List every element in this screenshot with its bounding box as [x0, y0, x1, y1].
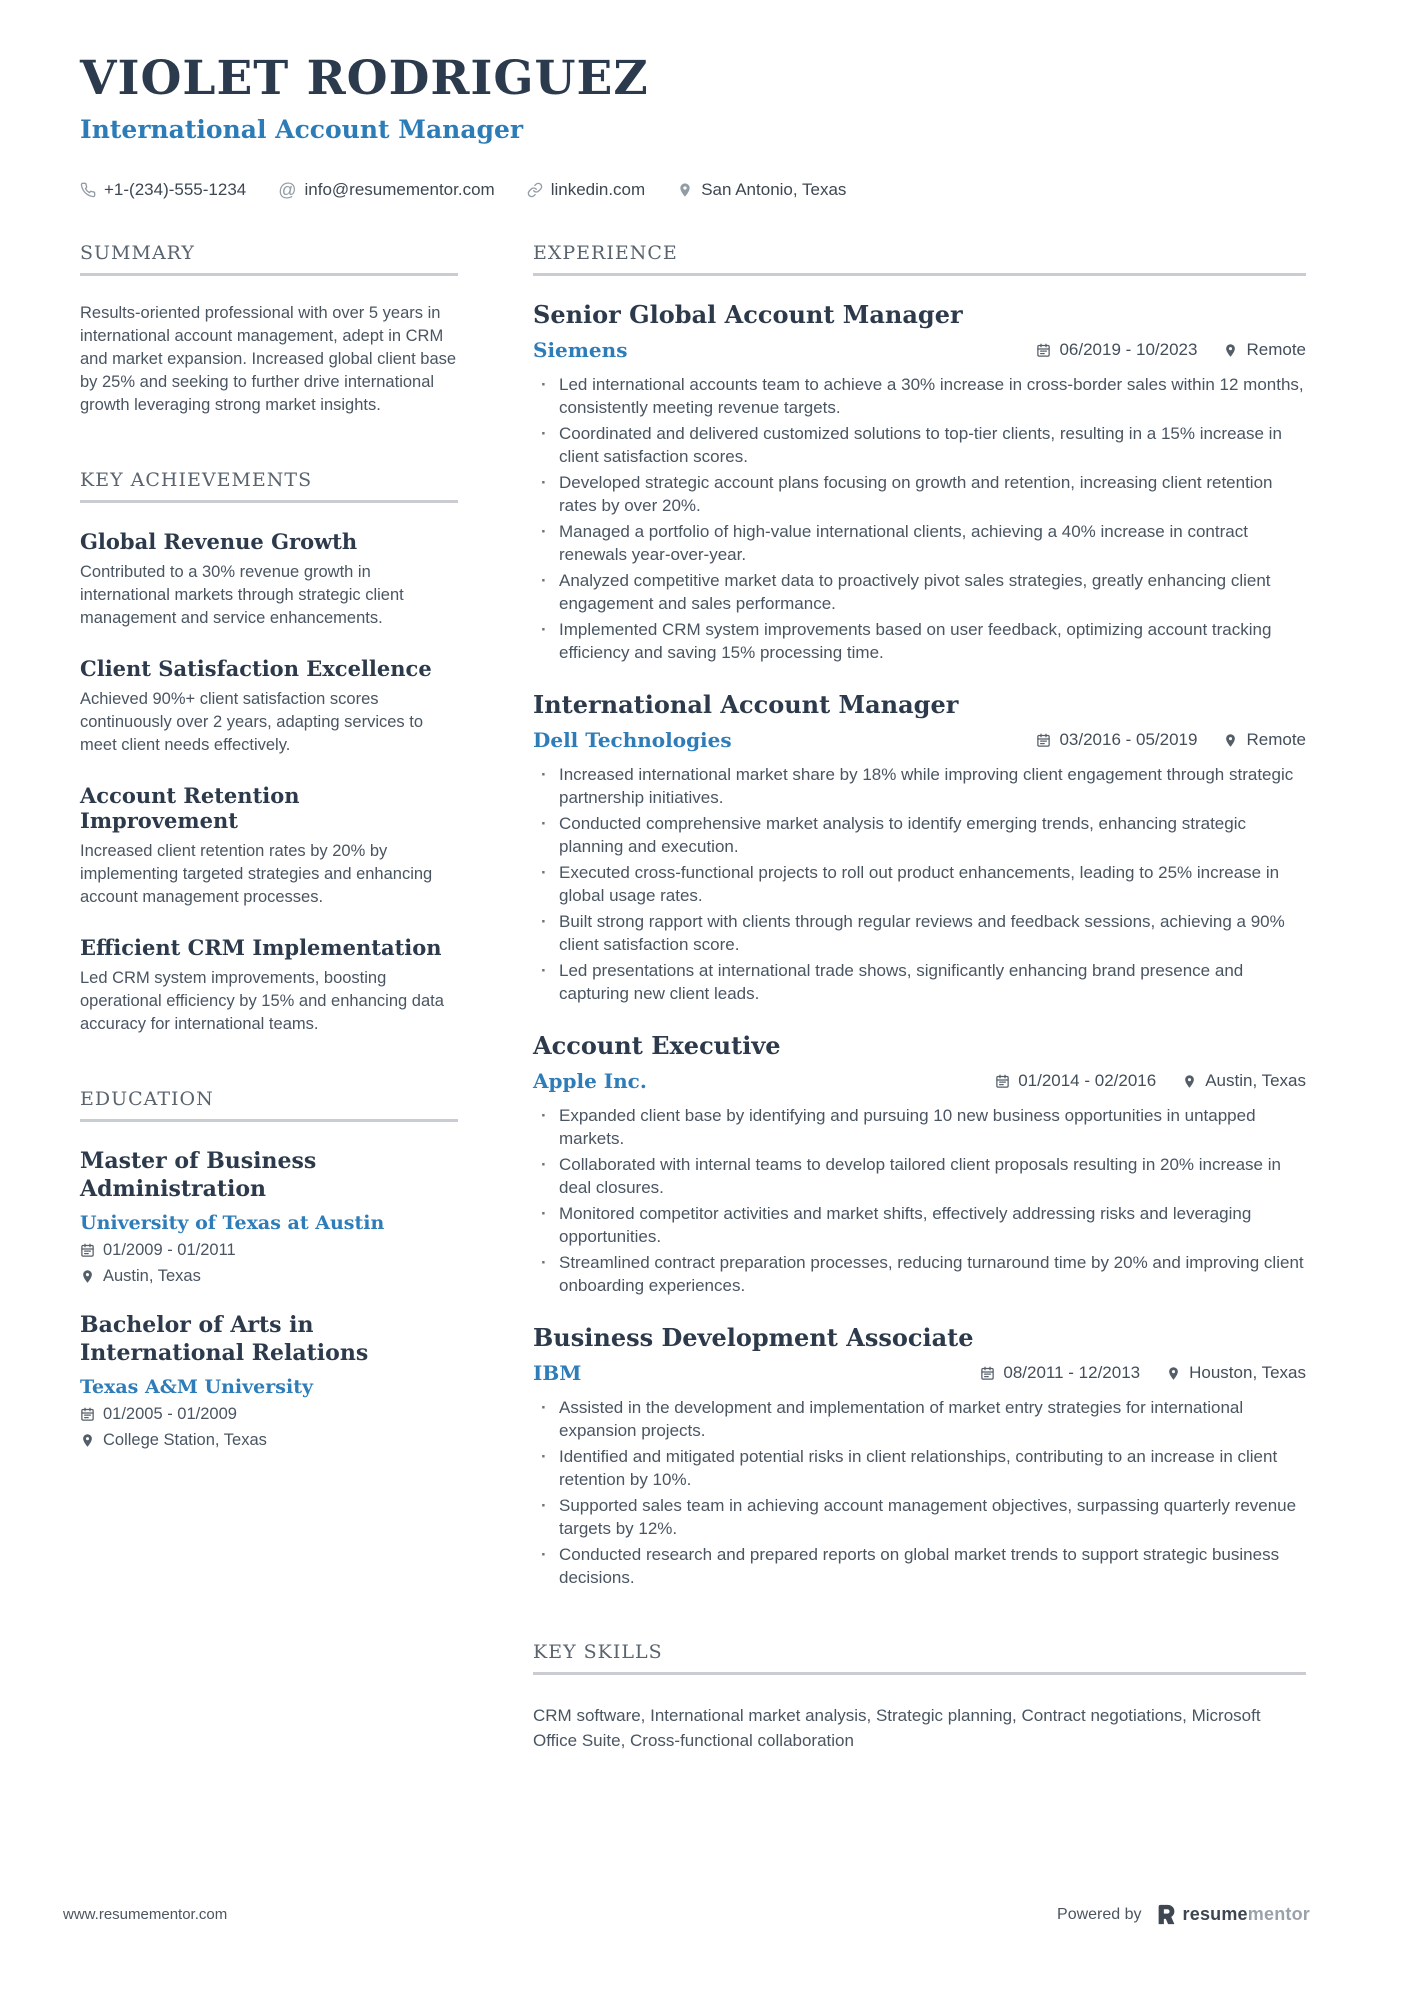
job-bullet: · Expanded client base by identifying and pursuing 10 new business opportunities in untapped markets.	[533, 1104, 1306, 1150]
education-location-text: College Station, Texas	[103, 1431, 267, 1450]
job-company[interactable]: Siemens	[533, 338, 628, 363]
summary-text: Results-oriented professional with over 5 years in international account management, adept in CRM and market expansion. Increased global client base by 25% and seeking to further drive international growth leveraging strong market insights.	[80, 304, 457, 415]
job-company-row	[533, 728, 1306, 752]
contact-phone[interactable]	[80, 180, 246, 200]
contact-row	[80, 180, 1306, 200]
page-footer	[63, 1904, 1310, 1925]
achievement-text: Achieved 90%+ client satisfaction scores continuously over 2 years, adapting services to meet client needs effectively.	[80, 690, 424, 755]
education-school[interactable]: Texas A&M University	[80, 1376, 314, 1399]
job-bullet: · Supported sales team in achieving account management objectives, surpassing quarterly revenue targets by 12%.	[533, 1494, 1306, 1540]
location-pin-icon	[1166, 1366, 1181, 1381]
calendar-icon	[1036, 343, 1051, 358]
job-location-text: Houston, Texas	[1189, 1363, 1306, 1383]
job-bullet: · Built strong rapport with clients through regular reviews and feedback sessions, achieving a 90% client satisfaction score.	[533, 910, 1306, 956]
calendar-icon	[980, 1366, 995, 1381]
job-dates-text: 01/2014 - 02/2016	[1018, 1071, 1157, 1091]
job-bullets	[533, 1104, 1306, 1297]
experience-job	[533, 300, 1306, 664]
logo-text	[1183, 1904, 1310, 1925]
job-dates	[980, 1363, 1140, 1383]
job-bullet: · Managed a portfolio of high-value international clients, achieving a 40% increase in contract renewals year-over-year.	[533, 520, 1306, 566]
key-skills-text: CRM software, International market analysis, Strategic planning, Contract negotiations, Microsoft Office Suite, Cross-functional collaboration	[533, 1706, 1261, 1751]
key-skills-heading: KEY SKILLS	[533, 1641, 1306, 1675]
job-company-row	[533, 1361, 1306, 1385]
education-school[interactable]: University of Texas at Austin	[80, 1212, 385, 1235]
summary-section	[80, 242, 458, 417]
job-bullet: · Executed cross-functional projects to roll out product enhancements, leading to 25% increase in global usage rates.	[533, 861, 1306, 907]
right-column	[533, 242, 1306, 1753]
achievement-item	[80, 529, 458, 630]
resumementor-logo-icon	[1156, 1904, 1177, 1925]
experience-job	[533, 1323, 1306, 1589]
job-company-row	[533, 1069, 1306, 1093]
contact-phone-text: +1-(234)-555-1234	[104, 180, 247, 200]
achievement-title: Efficient CRM Implementation	[80, 935, 442, 961]
experience-job	[533, 690, 1306, 1005]
job-meta	[1036, 730, 1306, 750]
location-pin-icon	[1223, 733, 1238, 748]
job-bullet: · Identified and mitigated potential risks in client relationships, contributing to an increase in client retention by 10%.	[533, 1445, 1306, 1491]
resume-body	[0, 242, 1410, 1753]
education-dates	[80, 1241, 458, 1260]
job-company[interactable]: Apple Inc.	[533, 1069, 647, 1094]
education-item	[80, 1148, 458, 1286]
job-dates-text: 06/2019 - 10/2023	[1059, 340, 1198, 360]
job-bullets	[533, 1396, 1306, 1589]
education-heading: EDUCATION	[80, 1088, 458, 1122]
calendar-icon	[80, 1243, 95, 1258]
powered-by	[1057, 1904, 1310, 1925]
achievement-item	[80, 783, 458, 909]
job-title: Account Executive	[533, 1031, 781, 1061]
job-dates	[1036, 340, 1197, 360]
job-bullet: · Assisted in the development and implementation of market entry strategies for international expansion projects.	[533, 1396, 1306, 1442]
contact-linkedin-text: linkedin.com	[550, 180, 646, 200]
job-company-row	[533, 338, 1306, 362]
job-bullet: · Developed strategic account plans focusing on growth and retention, increasing client retention rates by over 20%.	[533, 471, 1306, 517]
job-bullet: · Monitored competitor activities and market shifts, effectively addressing risks and leveraging opportunities.	[533, 1202, 1306, 1248]
left-column	[80, 242, 458, 1753]
achievement-title: Client Satisfaction Excellence	[80, 656, 432, 682]
achievement-item	[80, 656, 458, 757]
achievement-text: Contributed to a 30% revenue growth in international markets through strategic client management and service enhancements.	[80, 563, 404, 628]
job-bullet: · Streamlined contract preparation processes, reducing turnaround time by 20% and improving client onboarding experiences.	[533, 1251, 1306, 1297]
job-company[interactable]: IBM	[533, 1361, 582, 1386]
location-pin-icon	[1182, 1074, 1197, 1089]
education-section	[80, 1088, 458, 1450]
job-dates-text: 03/2016 - 05/2019	[1059, 730, 1198, 750]
key-achievements-heading: KEY ACHIEVEMENTS	[80, 469, 458, 503]
contact-email[interactable]	[278, 180, 494, 200]
contact-location-text: San Antonio, Texas	[701, 180, 847, 200]
calendar-icon	[80, 1407, 95, 1422]
achievement-title: Global Revenue Growth	[80, 529, 358, 555]
education-item	[80, 1312, 458, 1450]
education-degree: Master of Business Administration	[80, 1148, 317, 1202]
job-location	[1182, 1071, 1306, 1091]
powered-by-label: Powered by	[1057, 1905, 1142, 1923]
achievement-item	[80, 935, 458, 1036]
job-title: Senior Global Account Manager	[533, 300, 963, 330]
at-icon: @	[278, 180, 297, 201]
resumementor-logo[interactable]	[1156, 1904, 1310, 1925]
phone-icon	[80, 182, 96, 198]
job-meta	[980, 1363, 1306, 1383]
job-bullet: · Collaborated with internal teams to develop tailored client proposals resulting in 20% increase in deal closures.	[533, 1153, 1306, 1199]
job-meta	[995, 1071, 1306, 1091]
candidate-name: VIOLET RODRIGUEZ	[80, 51, 649, 106]
achievement-title: Account Retention Improvement	[80, 783, 300, 834]
education-location	[80, 1431, 458, 1450]
key-skills-section	[533, 1641, 1306, 1753]
job-location	[1166, 1363, 1306, 1383]
calendar-icon	[995, 1074, 1010, 1089]
education-dates-text: 01/2005 - 01/2009	[103, 1405, 237, 1424]
job-bullets	[533, 763, 1306, 1005]
job-location-text: Remote	[1246, 340, 1306, 360]
footer-website: www.resumementor.com	[63, 1906, 228, 1923]
job-dates-text: 08/2011 - 12/2013	[1003, 1363, 1141, 1383]
job-location	[1223, 340, 1306, 360]
job-bullet: · Analyzed competitive market data to proactively pivot sales strategies, greatly enhancing client engagement and sales performance.	[533, 569, 1306, 615]
experience-heading: EXPERIENCE	[533, 242, 1306, 276]
logo-text-bold: resume	[1182, 1904, 1248, 1924]
job-bullet: · Implemented CRM system improvements based on user feedback, optimizing account tracking efficiency and saving 15% processing time.	[533, 618, 1306, 664]
location-pin-icon	[1223, 343, 1238, 358]
location-pin-icon	[80, 1269, 95, 1284]
candidate-job-title: International Account Manager	[80, 115, 524, 145]
job-title: Business Development Associate	[533, 1323, 974, 1353]
job-title: International Account Manager	[533, 690, 959, 720]
job-bullets	[533, 373, 1306, 664]
education-degree: Bachelor of Arts in International Relations	[80, 1312, 369, 1366]
job-meta	[1036, 340, 1306, 360]
job-location-text: Austin, Texas	[1205, 1071, 1306, 1091]
job-bullet: · Increased international market share by 18% while improving client engagement through strategic partnership initiatives.	[533, 763, 1306, 809]
achievement-text: Led CRM system improvements, boosting operational efficiency by 15% and enhancing data accuracy for international teams.	[80, 969, 444, 1034]
job-location	[1223, 730, 1306, 750]
contact-linkedin[interactable]	[527, 180, 646, 200]
contact-email-text: info@resumementor.com	[304, 180, 495, 200]
job-bullet: · Conducted research and prepared reports on global market trends to support strategic business decisions.	[533, 1543, 1306, 1589]
job-dates	[1036, 730, 1197, 750]
job-bullet: · Coordinated and delivered customized solutions to top-tier clients, resulting in a 15% increase in client satisfaction scores.	[533, 422, 1306, 468]
experience-job	[533, 1031, 1306, 1297]
location-pin-icon	[677, 182, 693, 198]
logo-text-light: mentor	[1247, 1904, 1310, 1924]
resume-header	[0, 0, 1410, 200]
job-dates	[995, 1071, 1156, 1091]
education-location	[80, 1267, 458, 1286]
education-dates	[80, 1405, 458, 1424]
job-company[interactable]: Dell Technologies	[533, 728, 732, 753]
calendar-icon	[1036, 733, 1051, 748]
contact-location	[677, 180, 846, 200]
job-bullet: · Led presentations at international trade shows, significantly enhancing brand presence and capturing new client leads.	[533, 959, 1306, 1005]
achievement-text: Increased client retention rates by 20% by implementing targeted strategies and enhancing account management processes.	[80, 842, 433, 907]
location-pin-icon	[80, 1433, 95, 1448]
summary-heading: SUMMARY	[80, 242, 458, 276]
education-location-text: Austin, Texas	[103, 1267, 201, 1286]
key-achievements-section	[80, 469, 458, 1036]
education-dates-text: 01/2009 - 01/2011	[103, 1241, 236, 1260]
job-location-text: Remote	[1246, 730, 1306, 750]
experience-section	[533, 242, 1306, 1589]
job-bullet: · Conducted comprehensive market analysis to identify emerging trends, enhancing strategic planning and execution.	[533, 812, 1306, 858]
job-bullet: · Led international accounts team to achieve a 30% increase in cross-border sales within 12 months, consistently meeting revenue targets.	[533, 373, 1306, 419]
link-icon	[527, 182, 543, 198]
